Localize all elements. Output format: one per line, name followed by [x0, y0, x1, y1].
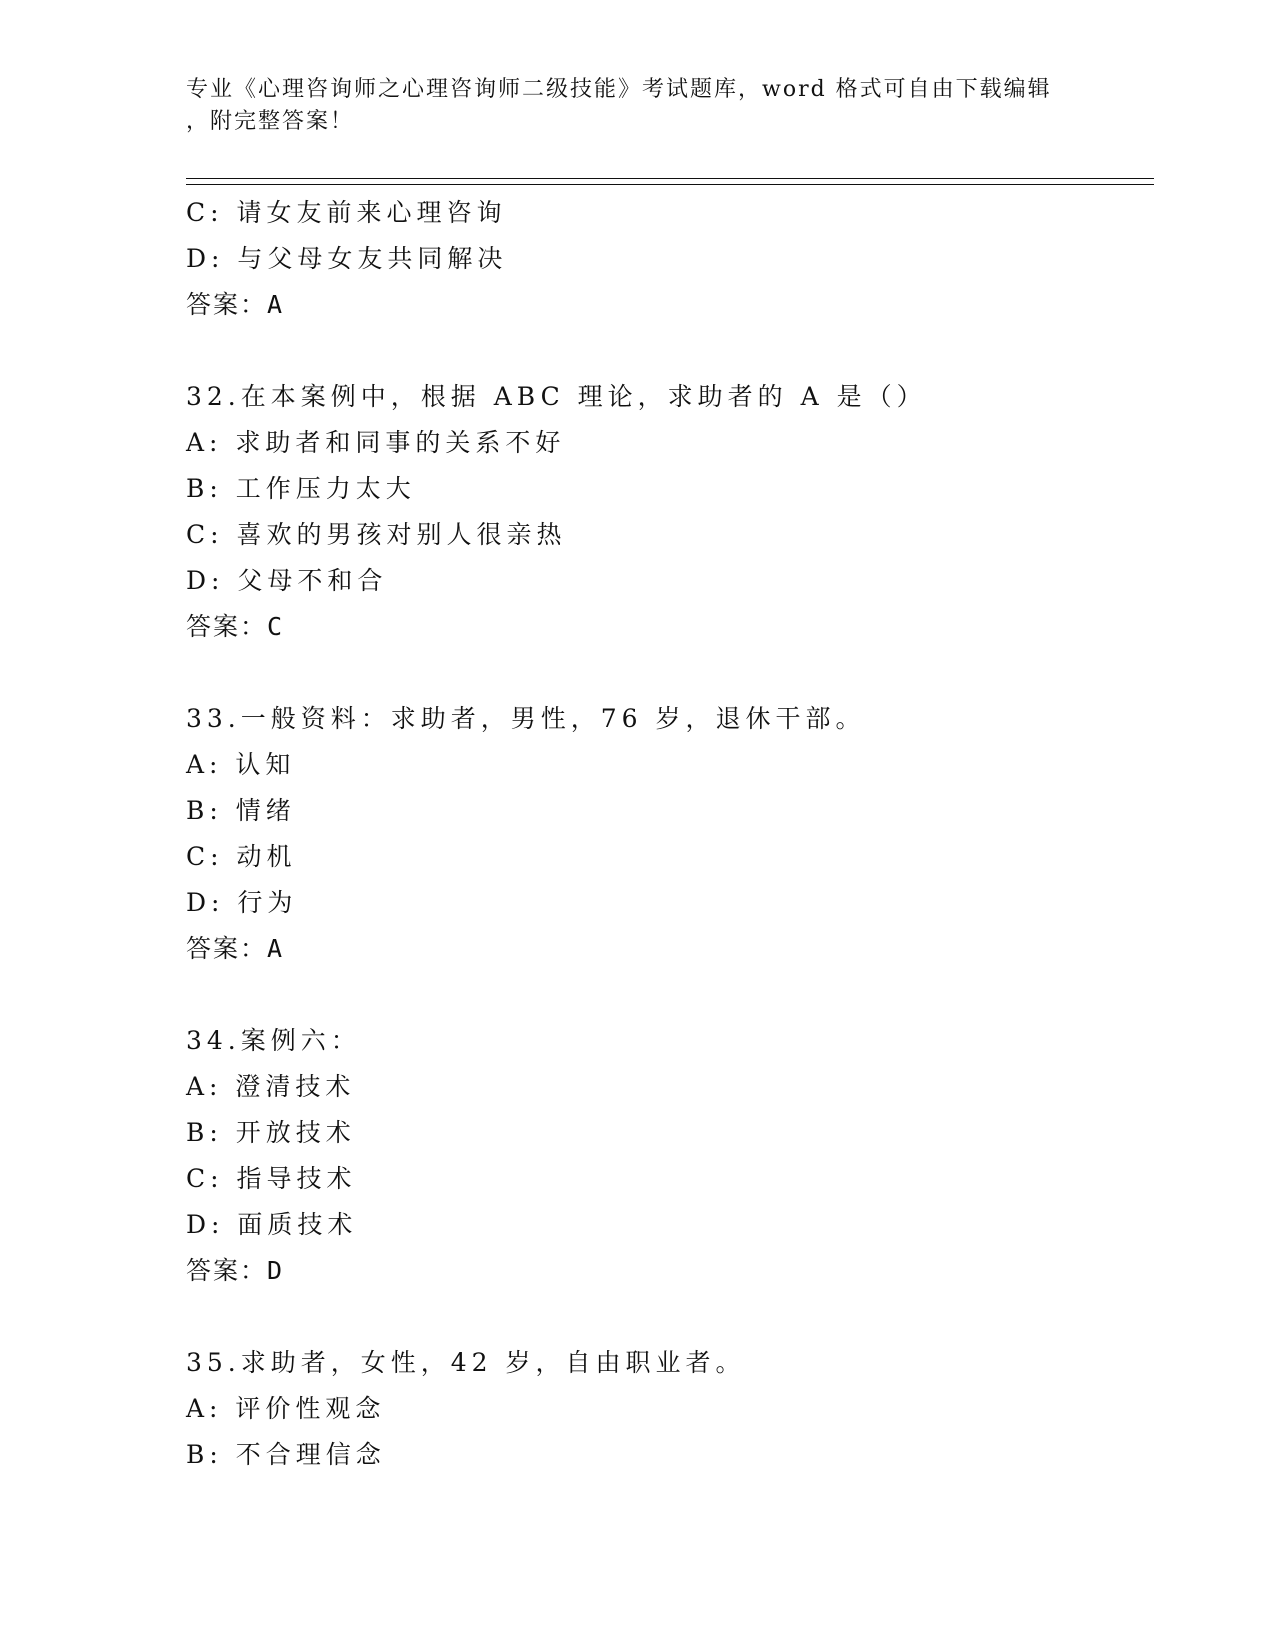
option-b: B: 不合理信念: [186, 1440, 386, 1469]
question-stem: 32.在本案例中，根据 ABC 理论，求助者的 A 是（）: [186, 382, 927, 411]
question-list: [186, 190, 1146, 1478]
answer-line: 答案：A: [186, 290, 285, 319]
spacer: [186, 650, 1146, 696]
answer-line: 答案：D: [186, 1256, 285, 1285]
header-title-line-2: ，附完整答案！: [186, 109, 355, 134]
question-stem: 35.求助者，女性，42 岁，自由职业者。: [186, 1348, 746, 1377]
option-c: C: 指导技术: [186, 1164, 357, 1193]
option-b: B: 情绪: [186, 796, 296, 825]
question-block-33: [186, 696, 1146, 972]
question-block-32: [186, 374, 1146, 650]
answer-line: 答案：C: [186, 612, 285, 641]
option-a: A: 认知: [186, 750, 296, 779]
option-d: D: 父母不和合: [186, 566, 388, 595]
option-d: D: 与父母女友共同解决: [186, 244, 508, 273]
question-block-34: [186, 1018, 1146, 1294]
header-divider-top: [186, 178, 1154, 179]
option-c: C: 喜欢的男孩对别人很亲热: [186, 520, 567, 549]
question-stem: 33.一般资料：求助者，男性，76 岁，退休干部。: [186, 704, 866, 733]
option-c: C: 动机: [186, 842, 297, 871]
spacer: [186, 972, 1146, 1018]
header-title-line-1: 专业《心理咨询师之心理咨询师二级技能》考试题库，word 格式可自由下载编辑: [186, 77, 1052, 102]
option-d: D: 面质技术: [186, 1210, 358, 1239]
header-divider-bottom: [186, 184, 1154, 185]
option-d: D: 行为: [186, 888, 298, 917]
option-a: A: 澄清技术: [186, 1072, 356, 1101]
spacer: [186, 328, 1146, 374]
question-block-31: [186, 190, 1146, 328]
question-block-35: [186, 1340, 1146, 1478]
document-header: [186, 74, 1076, 138]
spacer: [186, 1294, 1146, 1340]
question-stem: 34.案例六：: [186, 1026, 361, 1055]
option-a: A: 求助者和同事的关系不好: [186, 428, 566, 457]
answer-line: 答案：A: [186, 934, 285, 963]
option-c: C: 请女友前来心理咨询: [186, 198, 507, 227]
option-a: A: 评价性观念: [186, 1394, 386, 1423]
option-b: B: 开放技术: [186, 1118, 356, 1147]
option-b: B: 工作压力太大: [186, 474, 416, 503]
